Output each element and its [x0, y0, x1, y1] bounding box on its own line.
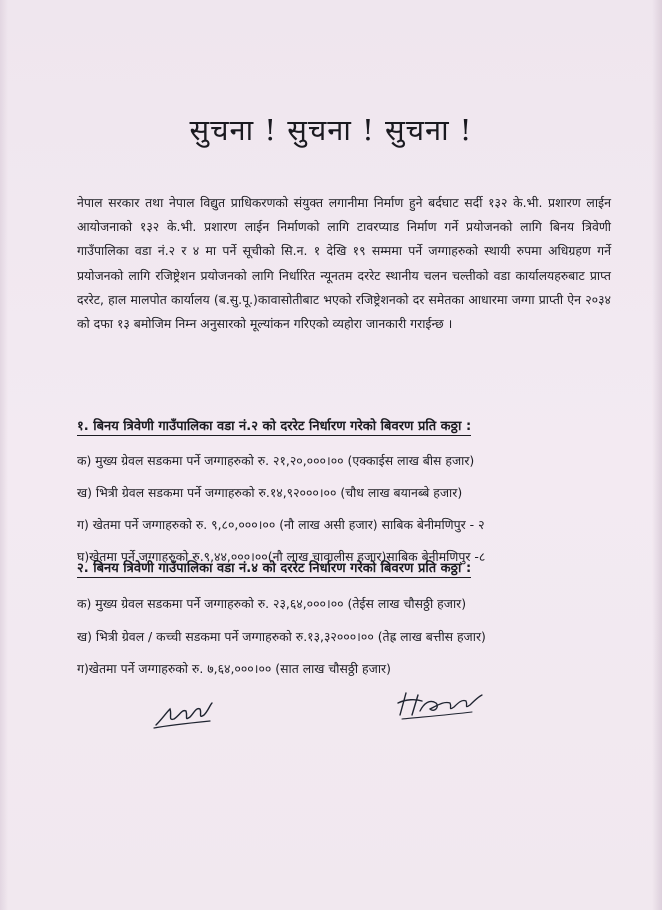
- signature-right: [392, 685, 487, 725]
- section-1-item-kha: ख) भित्री ग्रेवल सडकमा पर्ने जग्गाहरुको रु.१४,९२०००।०० (चौध लाख बयानब्बे हजार): [77, 485, 463, 500]
- section-1-item-ga: ग) खेतमा पर्ने जग्गाहरुको रु. ९,८०,०००।०० (नौ लाख असी हजार) साबिक बेनीमणिपुर - २: [77, 517, 485, 532]
- section-1-item-gha: घ)खेतमा पर्ने जग्गाहरुको रु.९,४४,०००।००(नौ लाख चावालीस हजार)साबिक बेनीमणिपुर -८: [77, 549, 486, 564]
- section-1-heading: [77, 417, 617, 437]
- section-2-item-ga: ग)खेतमा पर्ने जग्गाहरुको रु. ७,६४,०००।०० (सात लाख चौसठ्ठी हजार): [77, 661, 391, 676]
- section-2-heading: [77, 559, 617, 579]
- signature-left: [150, 695, 220, 735]
- notice-title: सुचना ! सुचना ! सुचना !: [189, 113, 473, 147]
- section-2-item-ka: क) मुख्य ग्रेवल सडकमा पर्ने जग्गाहरुको रु. २३,६४,०००।०० (तेईस लाख चौसठ्ठी हजार): [77, 596, 467, 611]
- section-1-heading-text: १. बिनय त्रिवेणी गाउँपालिका वडा नं.२ को दररेट निर्धारण गरेको बिवरण प्रति कठ्ठा :: [77, 419, 472, 434]
- section-1-item-ka: क) मुख्य ग्रेवल सडकमा पर्ने जग्गाहरुको रु. २१,२०,०००।०० (एक्काईस लाख बीस हजार): [77, 453, 475, 468]
- section-2-item-kha: ख) भित्री ग्रेवल / कच्ची सडकमा पर्ने जग्गाहरुको रु.१३,३२०००।०० (तेह्र लाख बत्तीस हजार): [77, 629, 486, 644]
- section-2-heading-text: २. बिनय त्रिवेणी गाउँपालिका वडा नं.४ को दररेट निर्धारण गरेको बिवरण प्रति कठ्ठा :: [77, 561, 472, 576]
- intro-paragraph: नेपाल सरकार तथा नेपाल विद्युत प्राधिकरणको संयुक्त लगानीमा निर्माण हुने बर्दघाट सर्दी १३२ के.भी. प्रशारण लाईन आयोजनाको १३२ के.भी. प्रशारण लाईन निर्माणको लागि टावरप्याड निर्माण गर्ने प्रयोजनको लागि बिनय त्रिवेणी गाउँपालिका वडा नं.२ र ४ मा पर्ने सूचीको सि.न. १ देखि १९ सम्ममा पर्ने जग्गाहरुको स्थायी रुपमा अधिग्रहण गर्ने प्रयोजनको लागि रजिष्ट्रेशन प्रयोजनको लागि निर्धारित न्यूनतम दररेट स्थानीय चलन चल्तीको वडा कार्यालयहरुबाट प्राप्त दररेट, हाल मालपोत कार्यालय (ब.सु.पू.)कावासोतीबाट भएको रजिष्ट्रेशनको दर समेतका आधारमा जग्गा प्राप्ती ऐन २०३४ को दफा १३ बमोजिम निम्न अनुसारको मूल्यांकन गरिएको व्यहोरा जानकारी गराईन्छ ।: [77, 195, 611, 332]
